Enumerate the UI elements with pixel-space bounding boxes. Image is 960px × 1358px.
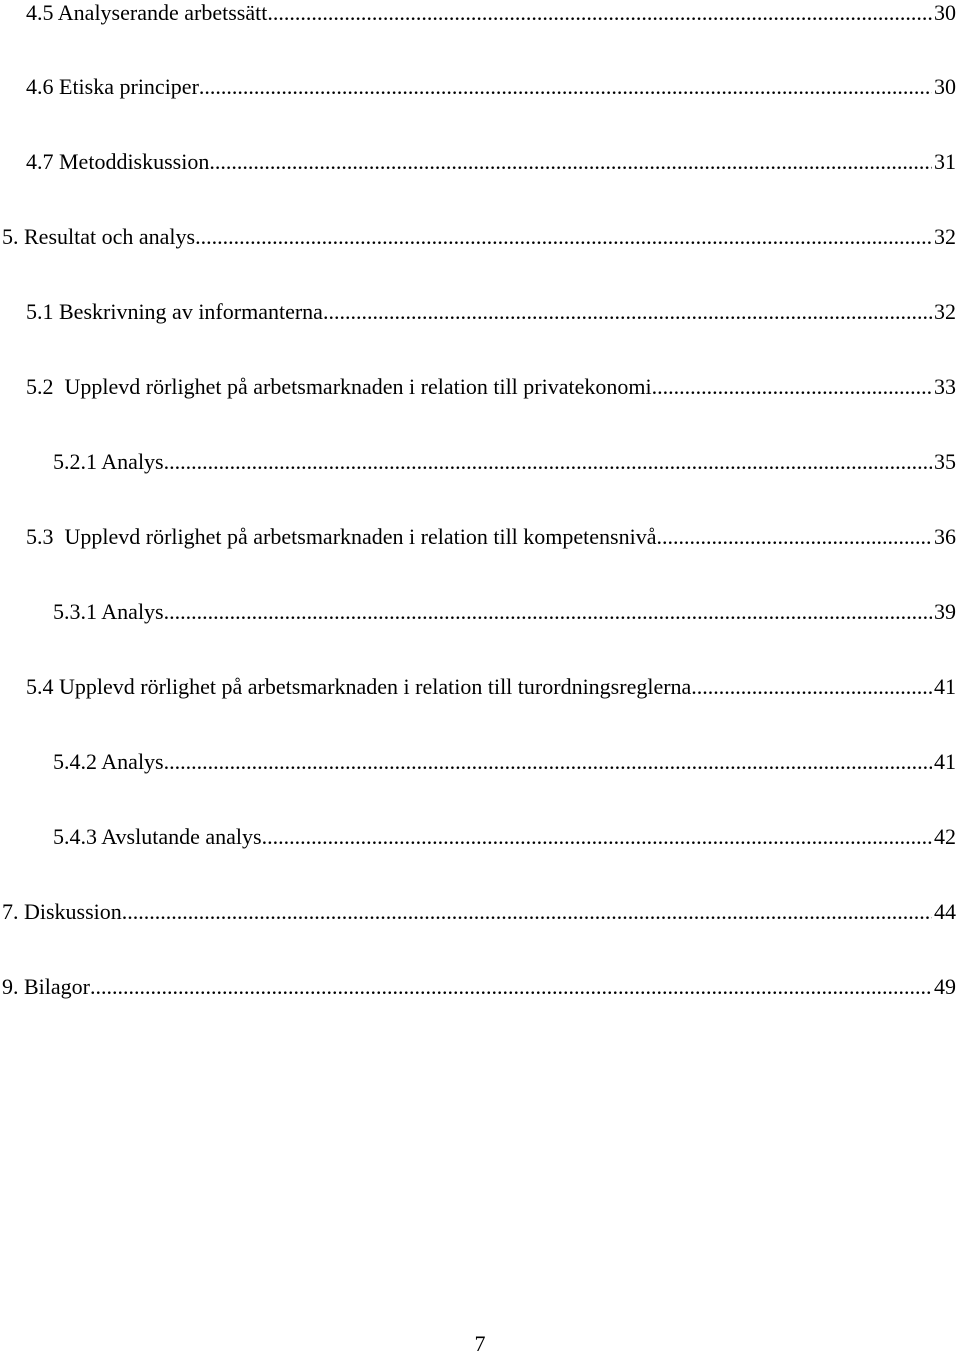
toc-entry-9[interactable]: [2, 972, 956, 1002]
toc-entry-title: 5.4.3 Avslutande analys: [53, 824, 262, 849]
toc-dot-leader: [195, 222, 932, 252]
toc-entry-title: 7. Diskussion: [2, 899, 122, 924]
toc-dot-leader: [164, 447, 932, 477]
toc-dot-leader: [657, 522, 933, 552]
toc-dot-leader: [652, 372, 932, 402]
toc-entry-page: 49: [934, 974, 956, 999]
toc-entry-5-3-1[interactable]: [53, 597, 956, 627]
toc-entry-title: 9. Bilagor: [2, 974, 90, 999]
toc-entry-title: 4.5 Analyserande arbetssätt: [26, 0, 268, 25]
page-number: 7: [474, 1331, 486, 1356]
toc-dot-leader: [323, 297, 932, 327]
toc-entry-title: 5. Resultat och analys: [2, 224, 196, 249]
toc-entry-5-1[interactable]: [26, 297, 956, 327]
toc-entry-page: 35: [934, 449, 956, 474]
toc-dot-leader: [164, 747, 932, 777]
toc-entry-5-2[interactable]: [26, 372, 956, 402]
toc-entry-page: 32: [934, 299, 956, 324]
toc-dot-leader: [209, 147, 932, 177]
toc-entry-7[interactable]: [2, 897, 956, 927]
toc-dot-leader: [122, 897, 932, 927]
toc-entry-title: 5.3.1 Analys: [53, 599, 164, 624]
toc-dot-leader: [90, 972, 932, 1002]
toc-entry-5-4[interactable]: [26, 672, 956, 702]
toc-entry-page: 30: [934, 0, 956, 25]
toc-entry-title: 4.6 Etiska principer: [26, 74, 199, 99]
toc-entry-4-5[interactable]: [26, 0, 956, 28]
toc-entry-4-7[interactable]: [26, 147, 956, 177]
toc-entry-page: 39: [934, 599, 956, 624]
toc-dot-leader: [199, 72, 932, 102]
toc-dot-leader: [267, 0, 932, 28]
toc-entry-page: 41: [934, 674, 956, 699]
toc-entry-title: 5.3 Upplevd rörlighet på arbetsmarknaden i relation till kompetensnivå: [26, 524, 657, 549]
toc-entry-4-6[interactable]: [26, 72, 956, 102]
toc-entry-page: 32: [934, 224, 956, 249]
toc-entry-page: 30: [934, 74, 956, 99]
toc-entry-title: 5.4.2 Analys: [53, 749, 164, 774]
toc-entry-5[interactable]: [2, 222, 956, 252]
toc-entry-5-4-3[interactable]: [53, 822, 956, 852]
toc-entry-title: 5.2.1 Analys: [53, 449, 164, 474]
toc-entry-title: 5.2 Upplevd rörlighet på arbetsmarknaden i relation till privatekonomi: [26, 374, 652, 399]
toc-entry-page: 42: [934, 824, 956, 849]
toc-entry-5-4-2[interactable]: [53, 747, 956, 777]
toc-entry-title: 5.1 Beskrivning av informanterna: [26, 299, 323, 324]
toc-entry-page: 31: [934, 149, 956, 174]
toc-entry-page: 36: [934, 524, 956, 549]
toc-dot-leader: [691, 672, 932, 702]
toc-entry-page: 41: [934, 749, 956, 774]
toc-dot-leader: [164, 597, 932, 627]
toc-entry-5-2-1[interactable]: [53, 447, 956, 477]
toc-entry-page: 33: [934, 374, 956, 399]
toc-dot-leader: [262, 822, 932, 852]
toc-entry-title: 4.7 Metoddiskussion: [26, 149, 210, 174]
toc-entry-5-3[interactable]: [26, 522, 956, 552]
toc-entry-title: 5.4 Upplevd rörlighet på arbetsmarknaden i relation till turordningsreglerna: [26, 674, 692, 699]
toc-entry-page: 44: [934, 899, 956, 924]
